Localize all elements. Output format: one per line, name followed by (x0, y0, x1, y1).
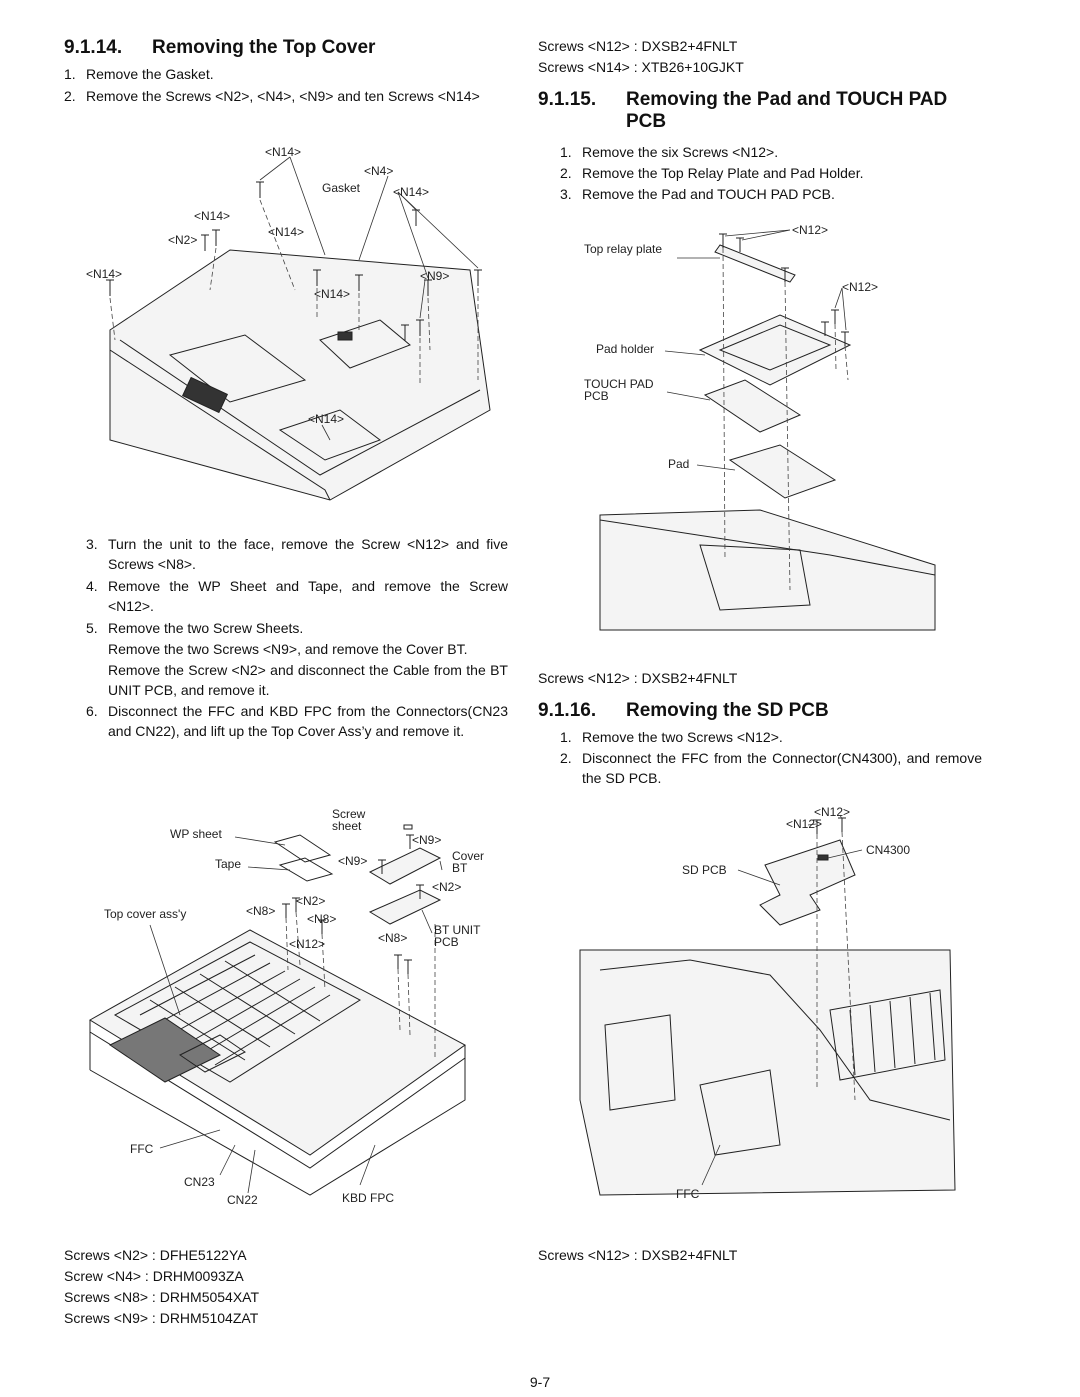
label-bt-unit-pcb: BT UNIT (434, 923, 481, 937)
label-n8: <N8> (307, 912, 337, 926)
step-text: Remove the Pad and TOUCH PAD PCB. (582, 186, 835, 202)
figure-bottom-cover-screws (80, 140, 500, 525)
label-n12: <N12> (786, 817, 823, 831)
section-number: 9.1.16. (538, 700, 597, 721)
label-n14: <N14> (308, 412, 345, 426)
step-number: 1. (560, 144, 572, 160)
step-number: 5. (86, 620, 98, 636)
screw-spec-915: Screws <N12> : DXSB2+4FNLT (538, 670, 738, 686)
step-text: Remove the WP Sheet and Tape, and remove the Screw <N12>. (108, 578, 508, 614)
section-heading-9-1-14 (64, 37, 510, 59)
label-kbd-fpc: KBD FPC (342, 1191, 395, 1205)
figure-drawing (570, 800, 980, 1210)
section-title-cont: PCB (626, 111, 667, 132)
step-number: 1. (64, 66, 76, 82)
step-item (560, 163, 984, 183)
pad-holder (700, 315, 850, 385)
label-cover-bt: BT (452, 861, 468, 875)
step-number: 3. (86, 536, 98, 552)
step-text: Remove the Screws <N2>, <N4>, <N9> and ten Screws <N14> (86, 88, 480, 104)
screw-spec: Screws <N8> : DRHM5054XAT (64, 1289, 260, 1305)
label-ffc: FFC (676, 1187, 700, 1201)
step-item (560, 184, 984, 204)
section-heading-9-1-16 (538, 700, 984, 722)
figure-touchpad-exploded (580, 220, 940, 635)
step-number: 2. (560, 165, 572, 181)
cover-bt-shape (370, 848, 440, 884)
step-item (64, 86, 510, 106)
step-paragraph: Remove the two Screws <N9>, and remove the Cover BT. (108, 641, 468, 657)
label-n14: <N14> (268, 225, 305, 239)
screw-sheet-shape (404, 825, 412, 829)
label-n14: <N14> (86, 267, 123, 281)
step-number: 2. (64, 88, 76, 104)
step-item (560, 748, 982, 788)
step-item (86, 576, 508, 616)
step-text: Remove the two Screws <N12>. (582, 729, 783, 745)
cn4300-connector (818, 855, 828, 860)
label-n8: <N8> (246, 904, 276, 918)
step-text: Turn the unit to the face, remove the Screw <N12> and five Screws <N8>. (108, 536, 508, 572)
unit-housing (110, 250, 490, 500)
label-n12: <N12> (792, 223, 829, 237)
label-n14: <N14> (194, 209, 231, 223)
label-n2: <N2> (168, 233, 198, 247)
step-item (560, 727, 982, 747)
label-top-cover-assy: Top cover ass'y (104, 907, 187, 921)
section-heading-9-1-15 (538, 89, 984, 133)
label-cover-bt: Cover (452, 849, 485, 863)
label-screw-sheet: sheet (332, 819, 362, 833)
page-number: 9-7 (529, 1374, 551, 1390)
step-text: Disconnect the FFC from the Connector(CN4300), and remove the SD PCB. (582, 750, 982, 786)
label-n12: <N12> (842, 280, 879, 294)
label-cn23: CN23 (184, 1175, 215, 1189)
label-n2: <N2> (432, 880, 462, 894)
figure-sd-pcb (570, 800, 980, 1210)
gasket-pad (338, 332, 352, 340)
screw-spec: Screws <N2> : DFHE5122YA (64, 1247, 247, 1263)
label-n9: <N9> (420, 269, 450, 283)
label-n8: <N8> (378, 931, 408, 945)
step-text: Remove the two Screw Sheets. (108, 620, 304, 636)
step-item (86, 618, 508, 638)
label-n14: <N14> (314, 287, 351, 301)
label-bt-unit-pcb: PCB (434, 935, 459, 949)
section-number: 9.1.14. (64, 37, 123, 58)
screw-spec: Screws <N9> : DRHM5104ZAT (64, 1310, 259, 1326)
sd-pcb (760, 840, 855, 925)
steps-list-b (86, 534, 508, 741)
screw-spec: Screws <N14> : XTB26+10GJKT (538, 59, 744, 75)
step-item (64, 64, 510, 84)
label-n2: <N2> (296, 894, 326, 908)
step-item (86, 534, 508, 574)
steps-list-916 (560, 727, 982, 788)
step-text: Remove the Top Relay Plate and Pad Holder. (582, 165, 864, 181)
step-number: 6. (86, 703, 98, 719)
step-number: 4. (86, 578, 98, 594)
touch-pad-pcb (705, 380, 800, 432)
label-cn4300: CN4300 (866, 843, 911, 857)
step-number: 2. (560, 750, 572, 766)
label-ffc: FFC (130, 1142, 154, 1156)
label-n9: <N9> (412, 833, 442, 847)
bt-unit-pcb-shape (370, 890, 440, 924)
figure-drawing (70, 800, 510, 1215)
screw-spec: Screw <N4> : DRHM0093ZA (64, 1268, 244, 1284)
step-number: 1. (560, 729, 572, 745)
steps-list-a (64, 64, 510, 106)
screw-list-top-right (538, 36, 978, 78)
figure-top-cover-exploded (70, 800, 510, 1215)
label-cn22: CN22 (227, 1193, 258, 1207)
step-item (560, 142, 984, 162)
label-n14: <N14> (393, 185, 430, 199)
label-n12: <N12> (289, 937, 326, 951)
wp-sheet-shape (275, 835, 330, 862)
label-n4: <N4> (364, 164, 394, 178)
step-number: 3. (560, 186, 572, 202)
section-title: Removing the SD PCB (626, 700, 829, 721)
step-paragraph: Remove the Screw <N2> and disconnect the Cable from the BT UNIT PCB, and remove it. (108, 662, 508, 698)
label-n9: <N9> (338, 854, 368, 868)
figure-drawing (580, 220, 940, 635)
section-title: Removing the Pad and TOUCH PAD (626, 89, 948, 110)
label-wp-sheet: WP sheet (170, 827, 222, 841)
screw-spec-916: Screws <N12> : DXSB2+4FNLT (538, 1247, 738, 1263)
label-gasket: Gasket (322, 181, 361, 195)
figure-drawing (80, 140, 500, 525)
label-pad: Pad (668, 457, 690, 471)
section-title: Removing the Top Cover (152, 37, 376, 58)
screw-spec: Screws <N12> : DXSB2+4FNLT (538, 38, 738, 54)
pad (730, 445, 835, 498)
steps-list-915 (560, 142, 984, 204)
step-item (86, 701, 508, 741)
label-tape: Tape (215, 857, 242, 871)
label-pad-holder: Pad holder (596, 342, 655, 356)
label-sd-pcb: SD PCB (682, 863, 727, 877)
label-n14: <N14> (265, 145, 302, 159)
label-screw-sheet: Screw (332, 807, 366, 821)
screw-list-914 (64, 1245, 504, 1329)
step-text: Disconnect the FFC and KBD FPC from the Connectors(CN23 and CN22), and lift up the Top Cover Ass’y and remove it. (108, 703, 508, 739)
step-text: Remove the six Screws <N12>. (582, 144, 779, 160)
label-top-relay-plate: Top relay plate (584, 242, 663, 256)
chassis-section (580, 950, 955, 1195)
top-relay-plate (715, 245, 795, 282)
section-number: 9.1.15. (538, 89, 597, 110)
label-touch-pad-pcb: TOUCH PAD (584, 377, 654, 391)
step-text: Remove the Gasket. (86, 66, 214, 82)
label-n12: <N12> (814, 805, 851, 819)
label-touch-pad-pcb: PCB (584, 389, 609, 403)
